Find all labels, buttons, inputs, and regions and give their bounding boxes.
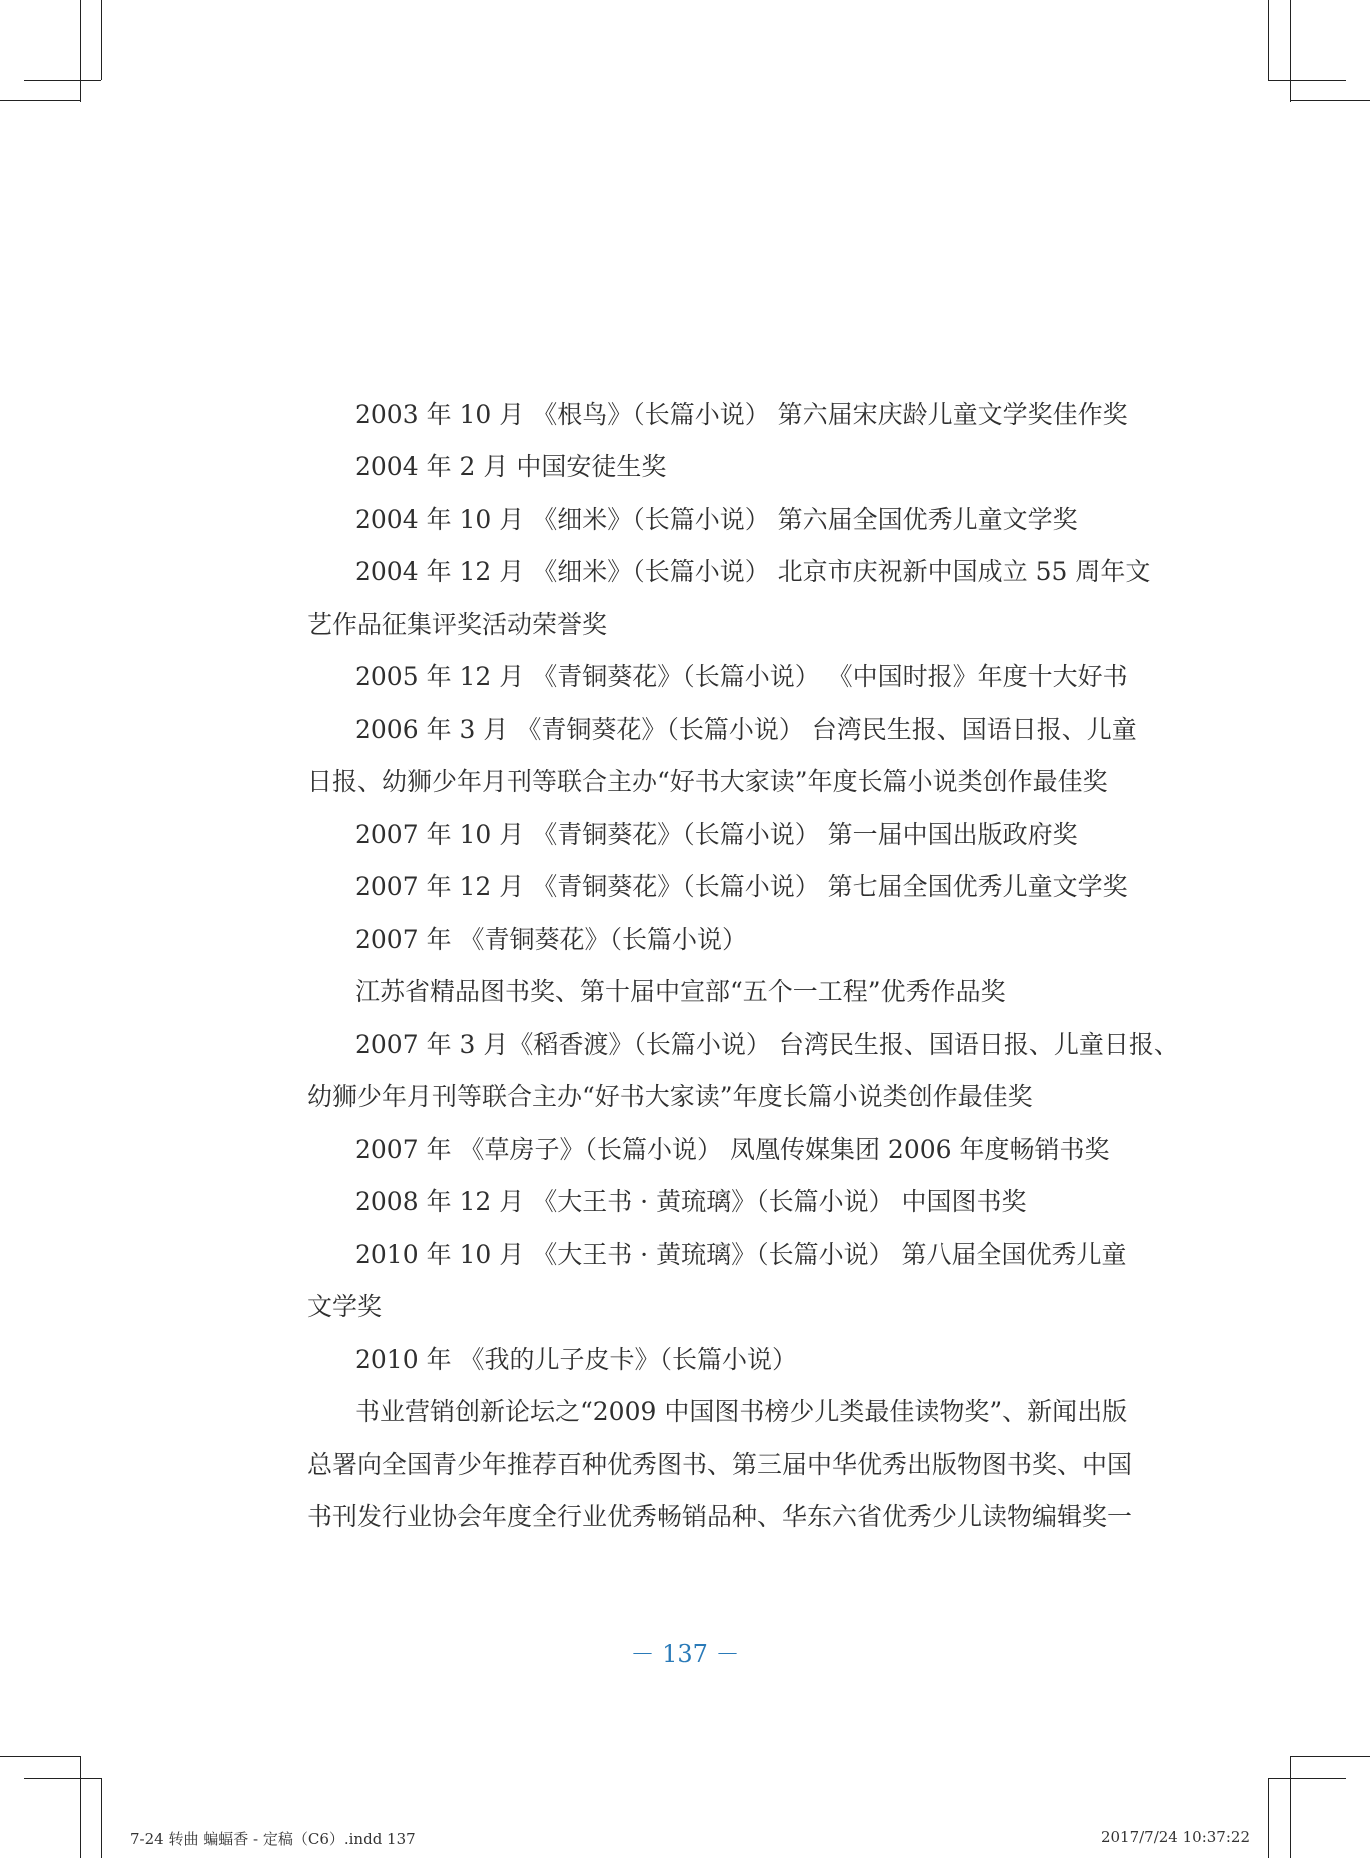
text-line: 2003 年 10 月 《根鸟》（长篇小说） 第六届宋庆龄儿童文学奖佳作奖 <box>355 400 1128 429</box>
text-line: 文学奖 <box>307 1292 383 1321</box>
crop-mark-top-right-h <box>1268 80 1346 81</box>
text-line: 幼狮少年月刊等联合主办“好书大家读”年度长篇小说类创作最佳奖 <box>307 1082 1033 1111</box>
text-line: 日报、幼狮少年月刊等联合主办“好书大家读”年度长篇小说类创作最佳奖 <box>307 767 1108 796</box>
text-line: 2004 年 10 月 《细米》（长篇小说） 第六届全国优秀儿童文学奖 <box>355 505 1078 534</box>
text-line: 2007 年 10 月 《青铜葵花》（长篇小说） 第一届中国出版政府奖 <box>355 820 1078 849</box>
text-line: 2007 年 3 月《稻香渡》（长篇小说） 台湾民生报、国语日报、儿童日报、 <box>355 1030 1179 1059</box>
crop-mark-top-left-v <box>80 0 81 102</box>
crop-mark-bottom-left-v2 <box>101 1778 102 1858</box>
text-line: 2005 年 12 月 《青铜葵花》（长篇小说） 《中国时报》年度十大好书 <box>355 662 1128 691</box>
crop-mark-bottom-right-v <box>1268 1778 1269 1858</box>
crop-mark-bottom-left-h <box>0 1756 80 1757</box>
text-line: 2007 年 《青铜葵花》（长篇小说） <box>355 925 748 954</box>
crop-mark-top-left-h2 <box>0 100 80 101</box>
text-line: 总署向全国青少年推荐百种优秀图书、第三届中华优秀出版物图书奖、中国 <box>307 1450 1133 1479</box>
text-line: 2007 年 12 月 《青铜葵花》（长篇小说） 第七届全国优秀儿童文学奖 <box>355 872 1128 901</box>
crop-mark-bottom-right-v2 <box>1290 1756 1291 1858</box>
crop-mark-top-right-h2 <box>1290 100 1370 101</box>
text-line: 2006 年 3 月 《青铜葵花》（长篇小说） 台湾民生报、国语日报、儿童 <box>355 715 1137 744</box>
text-line: 2007 年 《草房子》（长篇小说） 凤凰传媒集团 2006 年度畅销书奖 <box>355 1135 1110 1164</box>
crop-mark-bottom-left-v <box>80 1756 81 1858</box>
text-line: 2010 年 10 月 《大王书 · 黄琉璃》（长篇小说） 第八届全国优秀儿童 <box>355 1240 1127 1269</box>
page-number: － 137 － <box>630 1640 740 1668</box>
slug-file-info: 7-24 转曲 蝙蝠香 - 定稿（C6）.indd 137 <box>130 1830 416 1848</box>
text-line: 2010 年 《我的儿子皮卡》（长篇小说） <box>355 1345 798 1374</box>
text-line: 艺作品征集评奖活动荣誉奖 <box>307 610 608 639</box>
crop-mark-top-right-v <box>1268 0 1269 80</box>
text-line: 2008 年 12 月 《大王书 · 黄琉璃》（长篇小说） 中国图书奖 <box>355 1187 1027 1216</box>
crop-mark-bottom-left-h2 <box>24 1778 101 1779</box>
crop-mark-bottom-right-h2 <box>1268 1778 1346 1779</box>
crop-mark-top-left-h <box>24 80 101 81</box>
crop-mark-bottom-right-h <box>1290 1756 1370 1757</box>
text-line: 书业营销创新论坛之“2009 中国图书榜少儿类最佳读物奖”、新闻出版 <box>355 1397 1128 1426</box>
text-line: 书刊发行业协会年度全行业优秀畅销品种、华东六省优秀少儿读物编辑奖一 <box>307 1502 1133 1531</box>
crop-mark-top-right-v2 <box>1290 0 1291 102</box>
text-line: 江苏省精品图书奖、第十届中宣部“五个一工程”优秀作品奖 <box>355 977 1006 1006</box>
slug-timestamp: 2017/7/24 10:37:22 <box>1100 1828 1250 1846</box>
text-line: 2004 年 2 月 中国安徒生奖 <box>355 452 667 481</box>
crop-mark-top-left-v2 <box>101 0 102 80</box>
text-line: 2004 年 12 月 《细米》（长篇小说） 北京市庆祝新中国成立 55 周年文 <box>355 557 1151 586</box>
